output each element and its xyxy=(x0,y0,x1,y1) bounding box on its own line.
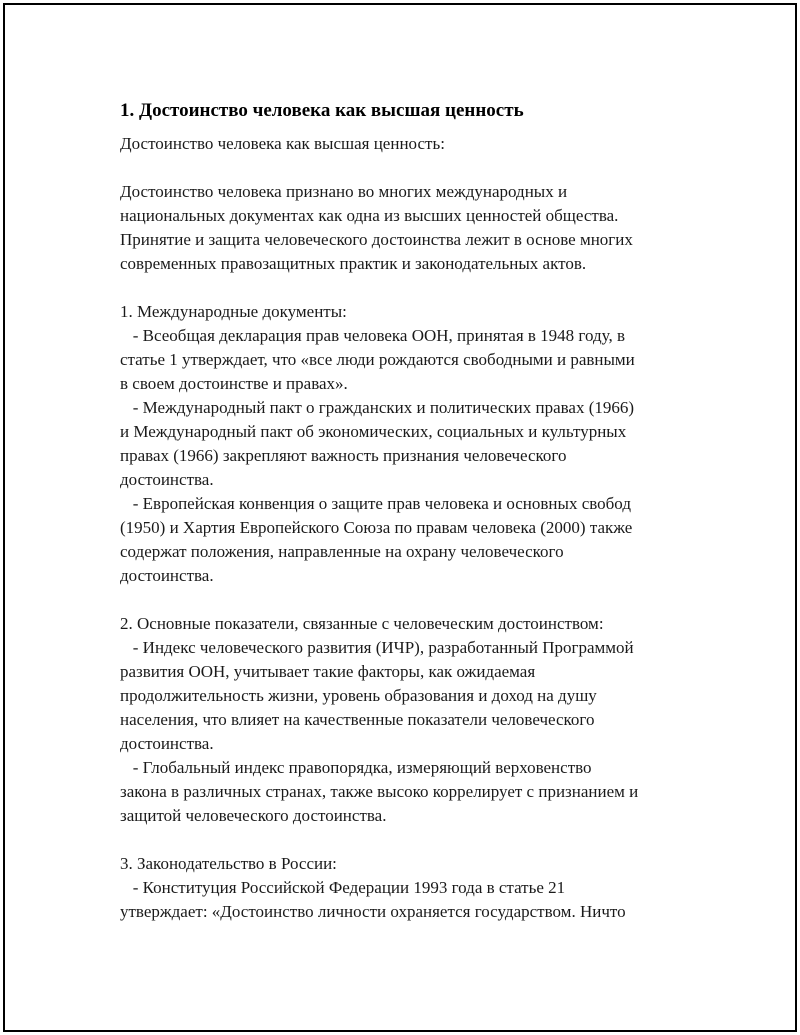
text-line: населения, что влияет на качественные показатели человеческого xyxy=(120,710,595,729)
text-line: - Всеобщая декларация прав человека ООН, принятая в 1948 году, в xyxy=(120,326,625,345)
spacer xyxy=(120,828,700,852)
section-indicators xyxy=(120,612,700,828)
text-line: - Международный пакт о гражданских и политических правах (1966) xyxy=(120,398,635,417)
text-line: продолжительность жизни, уровень образования и доход на душу xyxy=(120,686,597,705)
text-line: достоинства. xyxy=(120,566,214,585)
text-line: - Глобальный индекс правопорядка, измеряющий верховенство xyxy=(120,758,592,777)
text-line: утверждает: «Достоинство личности охраняется государством. Ничто xyxy=(120,902,626,921)
text-line: (1950) и Хартия Европейского Союза по правам человека (2000) также xyxy=(120,518,633,537)
page-frame xyxy=(3,3,797,1032)
text-line: статье 1 утверждает, что «все люди рождаются свободными и равными xyxy=(120,350,635,369)
text-line: - Европейская конвенция о защите прав человека и основных свобод xyxy=(120,494,631,513)
text-line: достоинства. xyxy=(120,734,214,753)
text-line: Принятие и защита человеческого достоинства лежит в основе многих xyxy=(120,230,633,249)
document-subtitle: Достоинство человека как высшая ценность: xyxy=(120,134,445,153)
text-line: современных правозащитных практик и законодательных актов. xyxy=(120,254,587,273)
text-line: в своем достоинстве и правах». xyxy=(120,374,348,393)
document-title: 1. Достоинство человека как высшая ценность xyxy=(120,100,524,121)
document-body xyxy=(120,97,700,924)
spacer xyxy=(120,156,700,180)
text-line: - Индекс человеческого развития (ИЧР), разработанный Программой xyxy=(120,638,634,657)
intro-paragraph xyxy=(120,180,700,276)
text-line: закона в различных странах, также высоко коррелирует с признанием и xyxy=(120,782,639,801)
text-line: содержат положения, направленные на охрану человеческого xyxy=(120,542,564,561)
section-international-documents xyxy=(120,300,700,588)
section-heading: 3. Законодательство в России: xyxy=(120,854,337,873)
text-line: защитой человеческого достоинства. xyxy=(120,806,387,825)
text-line: Достоинство человека признано во многих международных и xyxy=(120,182,568,201)
text-line: развития ООН, учитывает такие факторы, как ожидаемая xyxy=(120,662,536,681)
text-line: и Международный пакт об экономических, социальных и культурных xyxy=(120,422,627,441)
text-line: достоинства. xyxy=(120,470,214,489)
section-heading: 2. Основные показатели, связанные с человеческим достоинством: xyxy=(120,614,604,633)
spacer xyxy=(120,588,700,612)
text-line: национальных документах как одна из высших ценностей общества. xyxy=(120,206,619,225)
text-line: - Конституция Российской Федерации 1993 года в статье 21 xyxy=(120,878,566,897)
text-line: правах (1966) закрепляют важность признания человеческого xyxy=(120,446,567,465)
spacer xyxy=(120,276,700,300)
section-heading: 1. Международные документы: xyxy=(120,302,347,321)
section-russian-legislation xyxy=(120,852,700,924)
